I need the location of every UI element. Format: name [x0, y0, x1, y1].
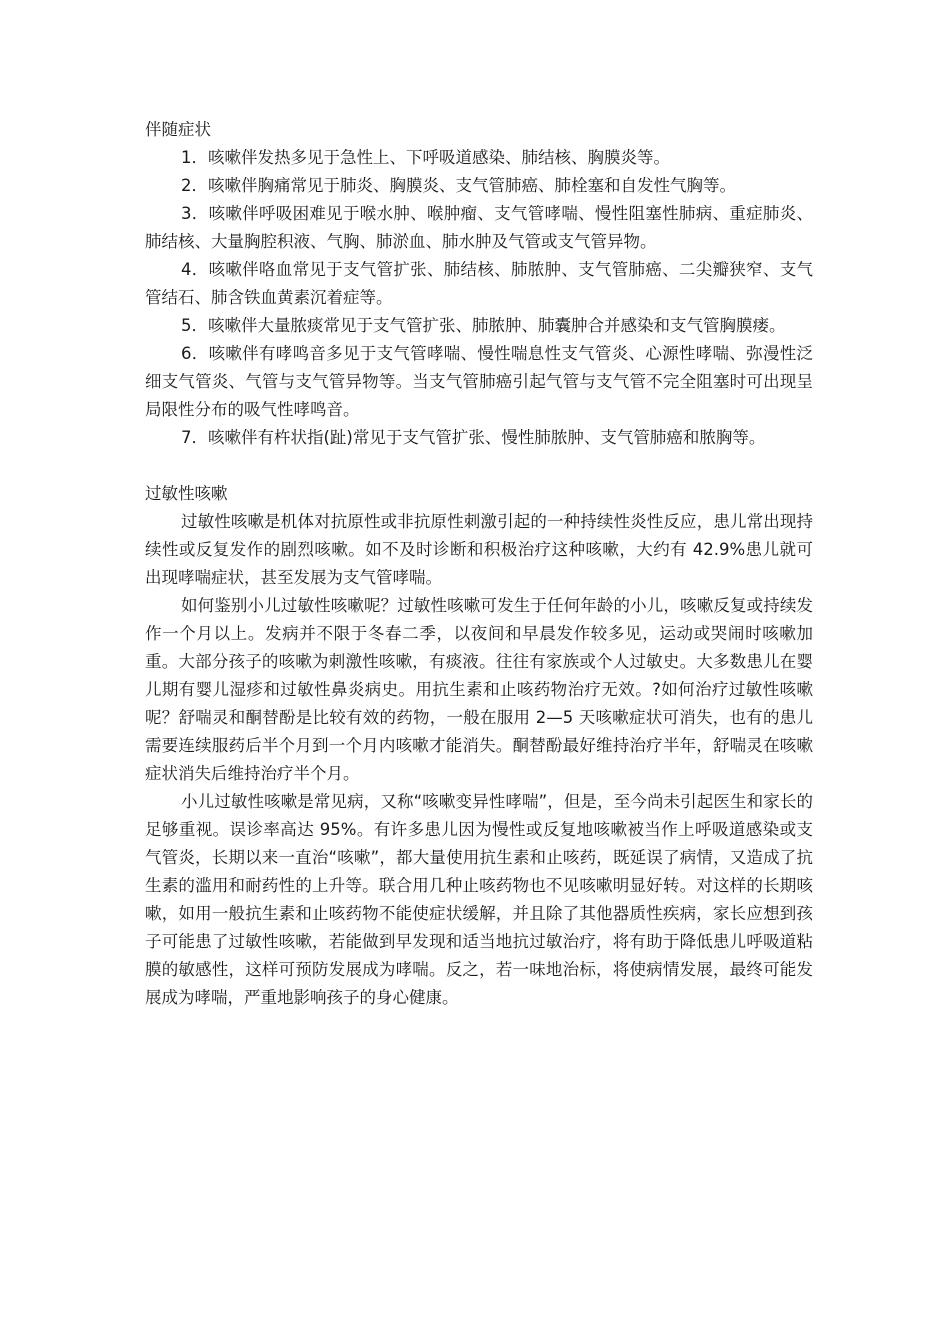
list-item: 3．咳嗽伴呼吸困难见于喉水肿、喉肿瘤、支气管哮喘、慢性阻塞性肺病、重症肺炎、肺结核、大量胸腔积液、气胸、肺淤血、肺水肿及气管或支气管异物。	[145, 204, 813, 251]
paragraph: 小儿过敏性咳嗽是常见病，又称“咳嗽变异性哮喘”，但是，至今尚未引起医生和家长的足够重视。误诊率高达 95%。有许多患儿因为慢性或反复地咳嗽被当作上呼吸道感染或支气管炎，长期以来一直治“咳嗽”，都大量使用抗生素和止咳药，既延误了病情，又造成了抗生素的滥用和耐药性的上升等。联合用几种止咳药物也不见咳嗽明显好转。对这样的长期咳嗽，如用一般抗生素和止咳药物不能使症状缓解，并且除了其他器质性疾病，家长应想到孩子可能患了过敏性咳嗽，若能做到早发现和适当地抗过敏治疗，将有助于降低患儿呼吸道粘膜的敏感性，这样可预防发展成为哮喘。反之，若一味地治标，将使病情发展，最终可能发展成为哮喘，严重地影响孩子的身心健康。	[145, 792, 813, 1007]
list-item: 6．咳嗽伴有哮鸣音多见于支气管哮喘、慢性喘息性支气管炎、心源性哮喘、弥漫性泛细支气管炎、气管与支气管异物等。当支气管肺癌引起气管与支气管不完全阻塞时可出现呈局限性分布的吸气性哮鸣音。	[145, 344, 813, 419]
section-heading: 过敏性咳嗽	[145, 484, 228, 503]
list-item: 7．咳嗽伴有杵状指(趾)常见于支气管扩张、慢性肺脓肿、支气管肺癌和脓胸等。	[181, 428, 766, 447]
blank-line	[145, 452, 813, 480]
section-accompanying-symptoms	[145, 116, 813, 452]
paragraph: 过敏性咳嗽是机体对抗原性或非抗原性刺激引起的一种持续性炎性反应，患儿常出现持续性或反复发作的剧烈咳嗽。如不及时诊断和积极治疗这种咳嗽，大约有 42.9%患儿就可出现哮喘症状，甚至发展为支气管哮喘。	[145, 512, 813, 587]
list-item: 2．咳嗽伴胸痛常见于肺炎、胸膜炎、支气管肺癌、肺栓塞和自发性气胸等。	[181, 176, 736, 195]
list-item: 1．咳嗽伴发热多见于急性上、下呼吸道感染、肺结核、胸膜炎等。	[181, 148, 670, 167]
document-page	[145, 116, 813, 1012]
list-item: 4．咳嗽伴咯血常见于支气管扩张、肺结核、肺脓肿、支气管肺癌、二尖瓣狭窄、支气管结石、肺含铁血黄素沉着症等。	[145, 260, 813, 307]
paragraph: 如何鉴别小儿过敏性咳嗽呢？过敏性咳嗽可发生于任何年龄的小儿，咳嗽反复或持续发作一个月以上。发病并不限于冬春二季，以夜间和早晨发作较多见，运动或哭闹时咳嗽加重。大部分孩子的咳嗽为刺激性咳嗽，有痰液。往往有家族或个人过敏史。大多数患儿在婴儿期有婴儿湿疹和过敏性鼻炎病史。用抗生素和止咳药物治疗无效。?如何治疗过敏性咳嗽呢？舒喘灵和酮替酚是比较有效的药物，一般在服用 2—5 天咳嗽症状可消失，也有的患儿需要连续服药后半个月到一个月内咳嗽才能消失。酮替酚最好维持治疗半年，舒喘灵在咳嗽症状消失后维持治疗半个月。	[145, 596, 813, 783]
section-heading: 伴随症状	[145, 120, 211, 139]
section-allergic-cough	[145, 480, 813, 1012]
list-item: 5．咳嗽伴大量脓痰常见于支气管扩张、肺脓肿、肺囊肿合并感染和支气管胸膜瘘。	[181, 316, 786, 335]
